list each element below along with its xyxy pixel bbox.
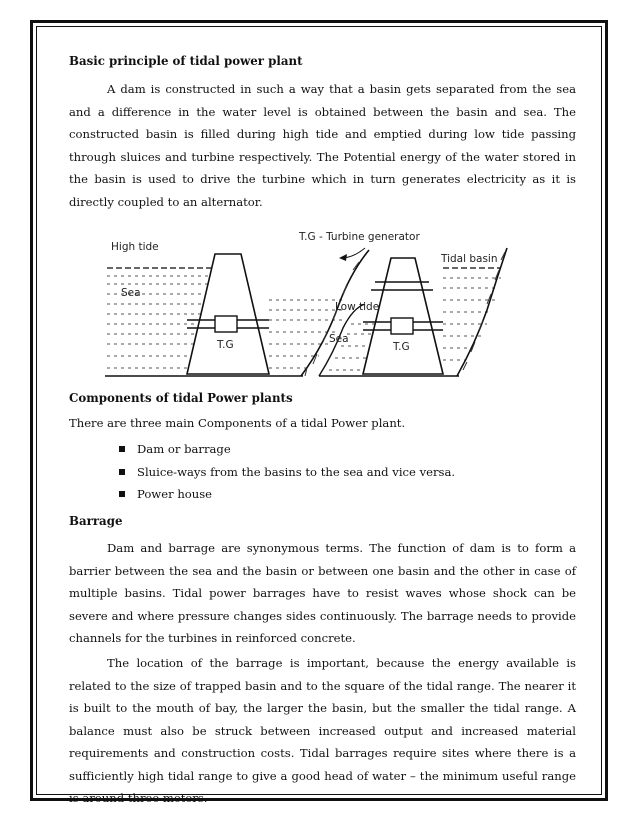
tidal-plant-svg [103, 224, 515, 384]
label-tidal-basin: Tidal basin [441, 252, 498, 265]
principle-heading: Basic principle of tidal power plant [69, 54, 303, 68]
principle-paragraph: A dam is constructed in such a way that a basin gets separated from the sea and a difference in the water level is obtained between the basin and sea. The constructed basin is filled during high tide and emptied during low tide passing through sluices and turbine respectively. The Potential energy of the water stored in the basin is used to drive the turbine which in turn generates electricity as it is directly coupled to an alternator. [69, 82, 576, 209]
barrage-paragraph-1: Dam and barrage are synonymous terms. The function of dam is to form a barrier between the sea and the basin or between one basin and the other in case of multiple basins. Tidal power barrages have to resist waves whose shock can be severe and where pressure changes sides continuously. The barrage needs to provide channels for the turbines in reinforced concrete. [69, 540, 576, 646]
components-intro: There are three main Components of a tidal Power plant. [69, 415, 406, 430]
barrage-paragraph-2: The location of the barrage is important, because the energy available is related to the size of trapped basin and to the square of the tidal range. The nearer it is built to the mouth of bay, the larger the basin, but the smaller the tidal range. A balance must also be struck between increased output and increased material requirements and construction costs. Tidal barrages require sites where there is a sufficiently high tidal range to give a good head of water – the minimum useful range is around three meters. [69, 655, 576, 806]
document-body [69, 53, 576, 810]
list-item: Power house [69, 483, 576, 506]
label-sea-left: Sea [121, 286, 141, 299]
components-heading: Components of tidal Power plants [69, 390, 293, 405]
label-low-tide: Low tide [335, 300, 380, 313]
label-tg-right: T.G [393, 340, 410, 353]
list-item: Dam or barrage [69, 438, 576, 461]
bullet-icon [119, 469, 125, 475]
barrage-heading: Barrage [69, 513, 123, 528]
label-sea-right: Sea [329, 332, 349, 345]
bullet-icon [119, 446, 125, 452]
label-tg-left: T.G [217, 338, 234, 351]
label-high-tide: High tide [111, 240, 159, 253]
tidal-plant-diagram [103, 224, 515, 384]
label-turbine-generator: T.G - Turbine generator [299, 230, 420, 243]
bullet-icon [119, 491, 125, 497]
list-item: Sluice-ways from the basins to the sea and vice versa. [69, 461, 576, 484]
components-list [69, 438, 576, 506]
